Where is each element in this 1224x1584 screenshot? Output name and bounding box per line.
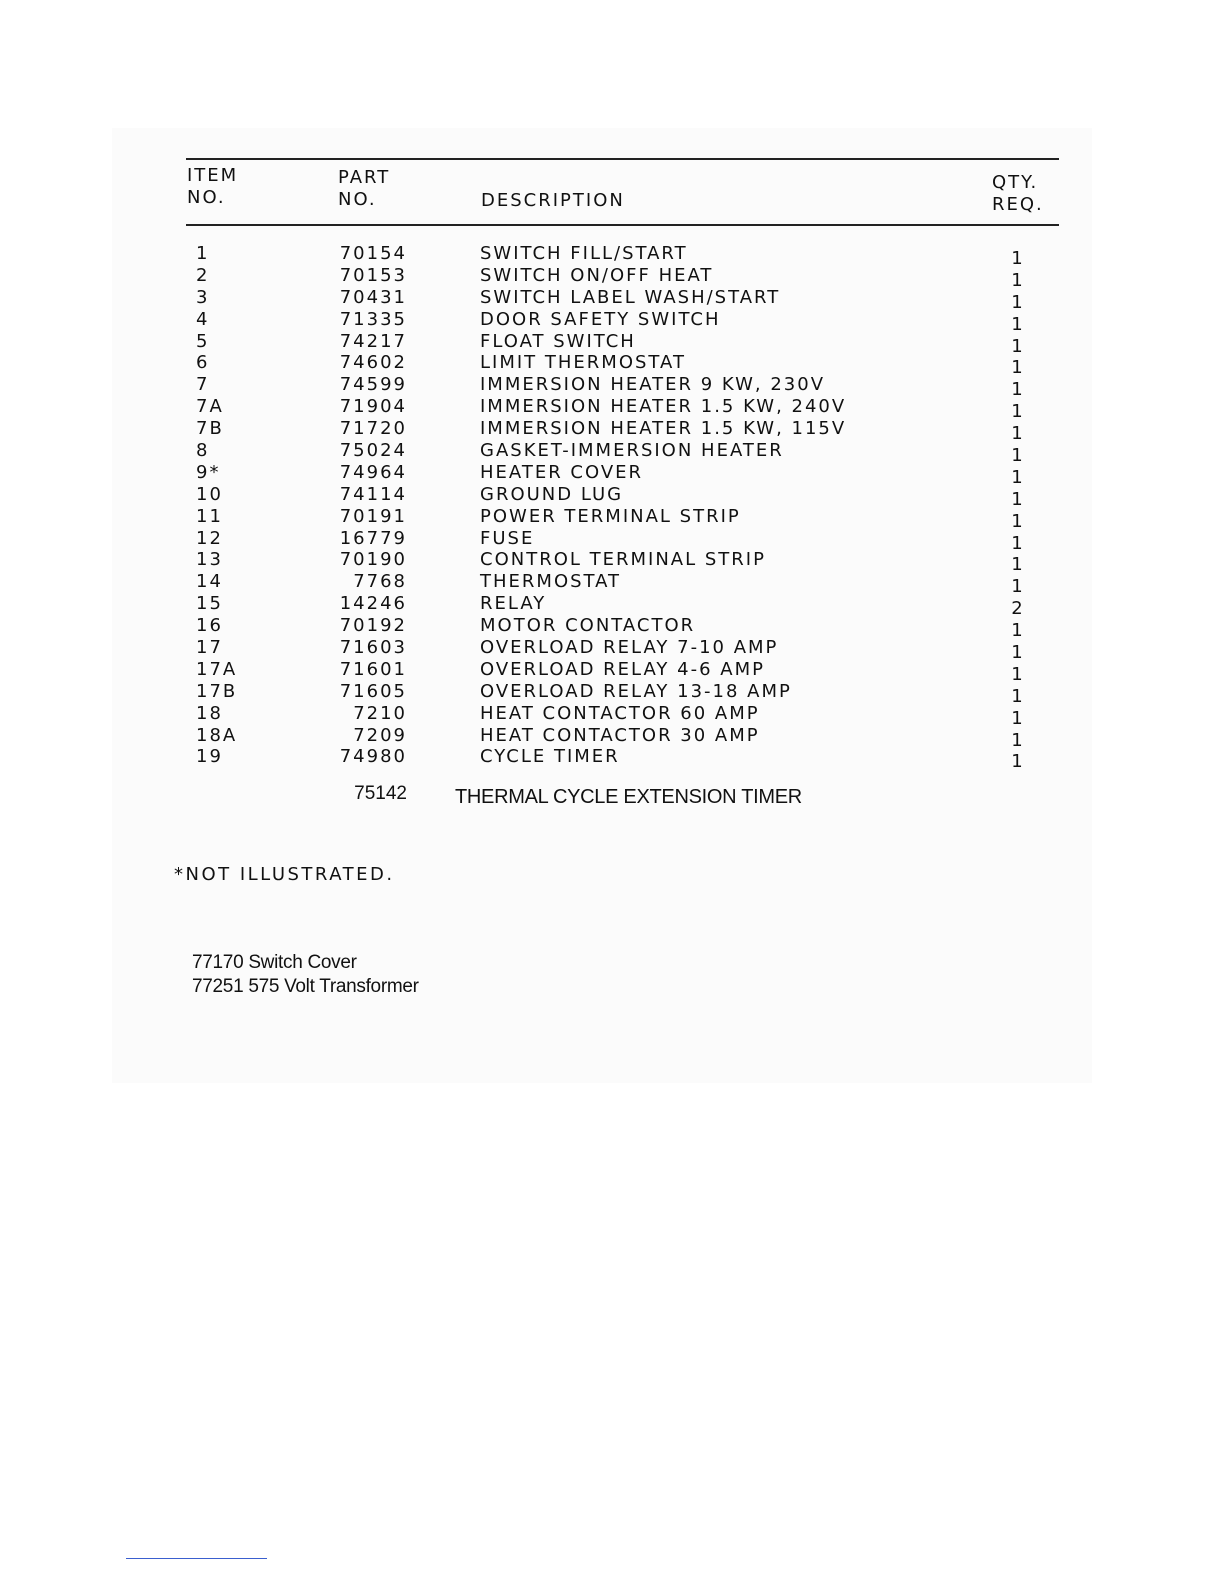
row-item-no: 8 [196, 440, 210, 462]
row-description: DOOR SAFETY SWITCH [480, 308, 721, 330]
table-row [0, 286, 1224, 313]
row-qty: 1 [1011, 554, 1025, 576]
row-part-no: 71904 [339, 396, 407, 418]
row-part-no: 14246 [339, 593, 407, 615]
row-item-no: 4 [196, 308, 210, 330]
header-part-no [338, 167, 390, 211]
row-qty: 1 [1011, 291, 1025, 313]
row-item-no: 5 [196, 330, 210, 352]
row-qty: 1 [1011, 248, 1025, 269]
row-part-no: 7209 [353, 724, 407, 746]
row-qty: 1 [1011, 401, 1025, 423]
table-row [0, 527, 1224, 554]
row-part-no: 75024 [339, 440, 407, 462]
row-part-no: 70190 [339, 549, 407, 571]
row-description: SWITCH FILL/START [480, 243, 688, 264]
table-row [0, 680, 1224, 707]
row-description: POWER TERMINAL STRIP [480, 505, 741, 527]
row-qty: 1 [1011, 313, 1025, 335]
row-part-no: 7210 [353, 702, 407, 724]
table-row [0, 461, 1224, 488]
row-qty: 1 [1011, 510, 1025, 532]
row-part-no: 71335 [339, 308, 407, 330]
table-row [0, 637, 1224, 664]
row-description: CONTROL TERMINAL STRIP [480, 549, 766, 571]
row-qty: 1 [1011, 423, 1025, 445]
row-description: SWITCH ON/OFF HEAT [480, 264, 714, 286]
additional-part-line: 77251 575 Volt Transformer [192, 976, 419, 997]
table-row [0, 418, 1224, 445]
table-row [0, 352, 1224, 379]
row-part-no: 74964 [339, 461, 407, 483]
table-row [0, 440, 1224, 467]
header-description: DESCRIPTION [481, 190, 625, 211]
row-qty: 1 [1011, 335, 1025, 357]
row-description: IMMERSION HEATER 1.5 KW, 240V [480, 396, 847, 418]
row-part-no: 74114 [339, 483, 407, 505]
row-item-no: 14 [196, 571, 223, 593]
row-description: THERMOSTAT [480, 571, 622, 593]
row-item-no: 7A [196, 396, 224, 418]
row-description: GROUND LUG [480, 483, 624, 505]
additional-part-line: 77170 Switch Cover [192, 952, 357, 973]
table-top-rule [186, 158, 1059, 160]
table-row [0, 571, 1224, 598]
row-item-no: 12 [196, 527, 223, 549]
row-part-no: 71720 [339, 418, 407, 440]
header-item-line2: NO. [187, 187, 226, 208]
row-item-no: 17B [196, 680, 238, 702]
row-item-no: 9* [196, 461, 221, 483]
header-qty-line2: REQ. [992, 194, 1044, 215]
row-item-no: 3 [196, 286, 210, 308]
row-item-no: 17 [196, 637, 223, 659]
table-row [0, 593, 1224, 620]
header-qty-line1: QTY. [992, 172, 1039, 193]
row-part-no: 71605 [339, 680, 407, 702]
row-item-no: 19 [196, 746, 223, 768]
row-qty: 1 [1011, 663, 1025, 685]
row-part-no: 7768 [353, 571, 407, 593]
table-row [0, 615, 1224, 642]
row-description: OVERLOAD RELAY 7-10 AMP [480, 637, 779, 659]
row-qty: 1 [1011, 466, 1025, 488]
table-row [0, 483, 1224, 510]
header-part-line2: NO. [338, 189, 377, 210]
table-row [0, 308, 1224, 335]
row-description: GASKET-IMMERSION HEATER [480, 440, 784, 462]
row-qty: 1 [1011, 269, 1025, 291]
footer-divider [126, 1558, 267, 1559]
row-description: HEAT CONTACTOR 30 AMP [480, 724, 760, 746]
row-qty: 1 [1011, 642, 1025, 664]
row-qty: 1 [1011, 445, 1025, 467]
row-part-no: 74602 [339, 352, 407, 374]
table-row [0, 264, 1224, 291]
row-item-no: 1 [196, 243, 210, 264]
table-row [0, 243, 1224, 269]
row-part-no: 70431 [339, 286, 407, 308]
extra-row-part-no: 75142 [354, 783, 407, 804]
row-qty: 1 [1011, 532, 1025, 554]
row-qty: 1 [1011, 488, 1025, 510]
row-qty: 1 [1011, 357, 1025, 379]
row-item-no: 18A [196, 724, 238, 746]
row-description: IMMERSION HEATER 9 KW, 230V [480, 374, 826, 396]
row-part-no: 71603 [339, 637, 407, 659]
row-description: OVERLOAD RELAY 13-18 AMP [480, 680, 792, 702]
table-row [0, 330, 1224, 357]
row-part-no: 74599 [339, 374, 407, 396]
row-item-no: 17A [196, 658, 238, 680]
parts-table-body [0, 243, 1224, 773]
header-item-no [187, 165, 238, 209]
row-part-no: 74217 [339, 330, 407, 352]
row-qty: 1 [1011, 751, 1025, 773]
row-description: CYCLE TIMER [480, 746, 620, 768]
table-row [0, 374, 1224, 401]
table-row [0, 396, 1224, 423]
row-description: MOTOR CONTACTOR [480, 615, 696, 637]
row-qty: 1 [1011, 707, 1025, 729]
row-part-no: 74980 [339, 746, 407, 768]
header-item-line1: ITEM [187, 165, 239, 186]
row-qty: 1 [1011, 685, 1025, 707]
table-row [0, 724, 1224, 751]
row-part-no: 71601 [339, 658, 407, 680]
row-part-no: 70191 [339, 505, 407, 527]
table-header-rule [186, 224, 1059, 226]
row-part-no: 16779 [339, 527, 407, 549]
footnote-not-illustrated: *NOT ILLUSTRATED. [174, 864, 395, 885]
header-part-line1: PART [338, 167, 391, 188]
row-description: RELAY [480, 593, 547, 615]
row-description: FUSE [480, 527, 535, 549]
row-item-no: 10 [196, 483, 223, 505]
header-qty-req [992, 172, 1044, 216]
extra-row-description: THERMAL CYCLE EXTENSION TIMER [455, 786, 802, 808]
table-row [0, 702, 1224, 729]
row-item-no: 13 [196, 549, 223, 571]
row-item-no: 15 [196, 593, 223, 615]
row-description: HEAT CONTACTOR 60 AMP [480, 702, 760, 724]
table-row [0, 658, 1224, 685]
row-qty: 1 [1011, 729, 1025, 751]
row-qty: 1 [1011, 379, 1025, 401]
row-qty: 1 [1011, 576, 1025, 598]
row-description: OVERLOAD RELAY 4-6 AMP [480, 658, 765, 680]
row-item-no: 18 [196, 702, 223, 724]
row-item-no: 6 [196, 352, 210, 374]
table-row [0, 549, 1224, 576]
table-row [0, 746, 1224, 773]
row-part-no: 70154 [339, 243, 407, 264]
row-item-no: 7 [196, 374, 210, 396]
row-description: HEATER COVER [480, 461, 644, 483]
row-description: IMMERSION HEATER 1.5 KW, 115V [480, 418, 847, 440]
row-item-no: 2 [196, 264, 210, 286]
row-description: SWITCH LABEL WASH/START [480, 286, 781, 308]
row-part-no: 70192 [339, 615, 407, 637]
row-item-no: 7B [196, 418, 224, 440]
row-item-no: 16 [196, 615, 223, 637]
row-description: FLOAT SWITCH [480, 330, 636, 352]
table-row [0, 505, 1224, 532]
row-qty: 1 [1011, 620, 1025, 642]
row-part-no: 70153 [339, 264, 407, 286]
row-qty: 2 [1011, 598, 1025, 620]
row-description: LIMIT THERMOSTAT [480, 352, 686, 374]
row-item-no: 11 [196, 505, 223, 527]
